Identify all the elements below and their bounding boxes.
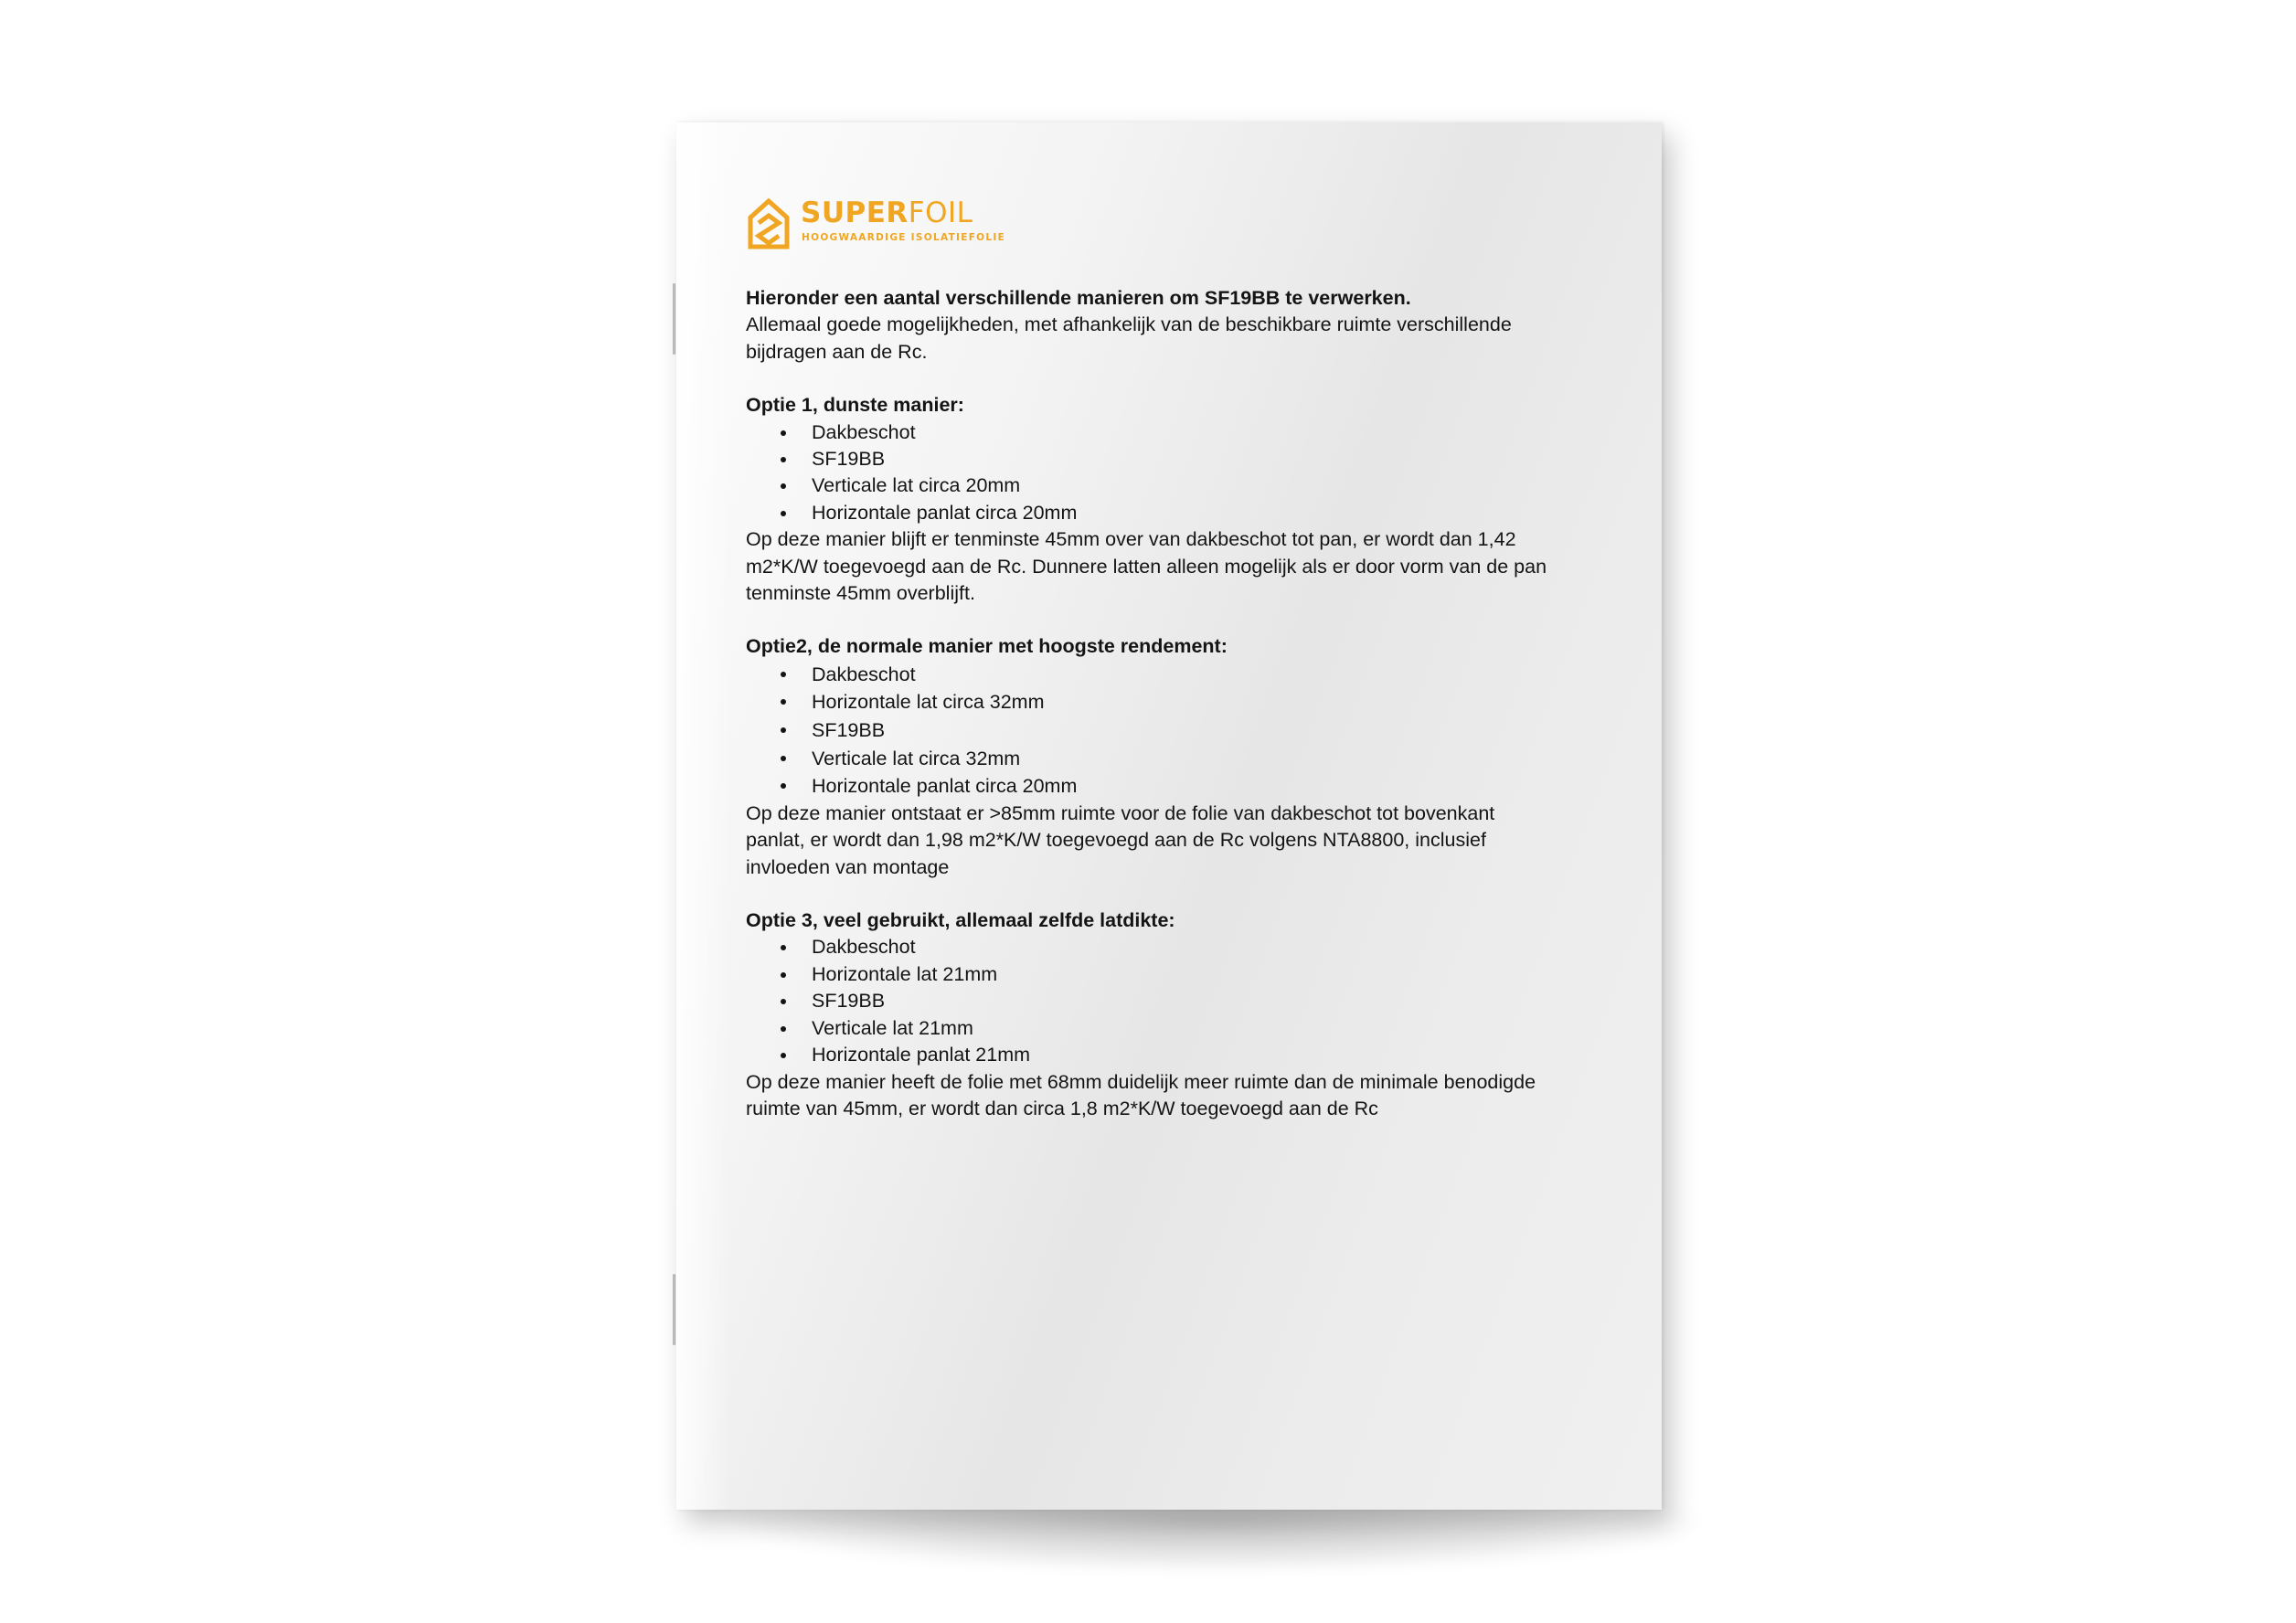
list-item: Dakbeschot <box>812 661 1605 689</box>
logo-wordmark: SUPERFOIL <box>801 196 973 229</box>
list-item: Verticale lat circa 20mm <box>812 472 1605 499</box>
list-item: Dakbeschot <box>812 419 1605 446</box>
option-2-list <box>746 661 1605 801</box>
intro-line-2: bijdragen aan de Rc. <box>746 340 928 363</box>
list-item: Horizontale panlat circa 20mm <box>812 500 1605 526</box>
list-item: Verticale lat circa 32mm <box>812 745 1605 773</box>
option-3-list <box>746 934 1605 1068</box>
option-1-text-line: tenminste 45mm overblijft. <box>746 582 975 605</box>
document-body <box>746 285 1605 1122</box>
option-1-list <box>746 419 1605 527</box>
list-item: Horizontale lat 21mm <box>812 961 1605 988</box>
logo-tagline: HOOGWAARDIGE ISOLATIEFOLIE <box>802 232 1006 243</box>
option-2-heading: Optie2, de normale manier met hoogste rendement: <box>746 635 1228 658</box>
option-3-text-line: Op deze manier heeft de folie met 68mm duidelijk meer ruimte dan de minimale benodigde <box>746 1070 1536 1093</box>
superfoil-logo <box>746 196 1006 250</box>
list-item: Horizontale lat circa 32mm <box>812 688 1605 716</box>
staple-bottom <box>673 1274 675 1345</box>
list-item: SF19BB <box>812 446 1605 472</box>
option-2-text-line: Op deze manier ontstaat er >85mm ruimte voor de folie van dakbeschot tot bovenkant <box>746 801 1495 824</box>
list-item: SF19BB <box>812 716 1605 745</box>
document-page <box>676 122 1662 1510</box>
option-3-heading: Optie 3, veel gebruikt, allemaal zelfde latdikte: <box>746 909 1175 932</box>
intro-heading: Hieronder een aantal verschillende manieren om SF19BB te verwerken. <box>746 287 1411 309</box>
house-logo-icon <box>746 196 792 250</box>
list-item: Horizontale panlat 21mm <box>812 1042 1605 1068</box>
list-item: Verticale lat 21mm <box>812 1015 1605 1042</box>
option-1-heading: Optie 1, dunste manier: <box>746 394 964 417</box>
list-item: Dakbeschot <box>812 934 1605 960</box>
option-2-text-line: panlat, er wordt dan 1,98 m2*K/W toegevoegd aan de Rc volgens NTA8800, inclusief <box>746 829 1486 852</box>
option-1-text-line: m2*K/W toegevoegd aan de Rc. Dunnere latten alleen mogelijk als er door vorm van de pan <box>746 555 1547 578</box>
option-3-text-line: ruimte van 45mm, er wordt dan circa 1,8 m2*K/W toegevoegd aan de Rc <box>746 1097 1378 1119</box>
intro-line-1: Allemaal goede mogelijkheden, met afhankelijk van de beschikbare ruimte verschillende <box>746 313 1512 336</box>
list-item: Horizontale panlat circa 20mm <box>812 772 1605 801</box>
list-item: SF19BB <box>812 988 1605 1014</box>
option-1-text-line: Op deze manier blijft er tenminste 45mm over van dakbeschot tot pan, er wordt dan 1,42 <box>746 528 1516 551</box>
staple-top <box>673 283 675 355</box>
option-2-text-line: invloeden van montage <box>746 855 950 878</box>
